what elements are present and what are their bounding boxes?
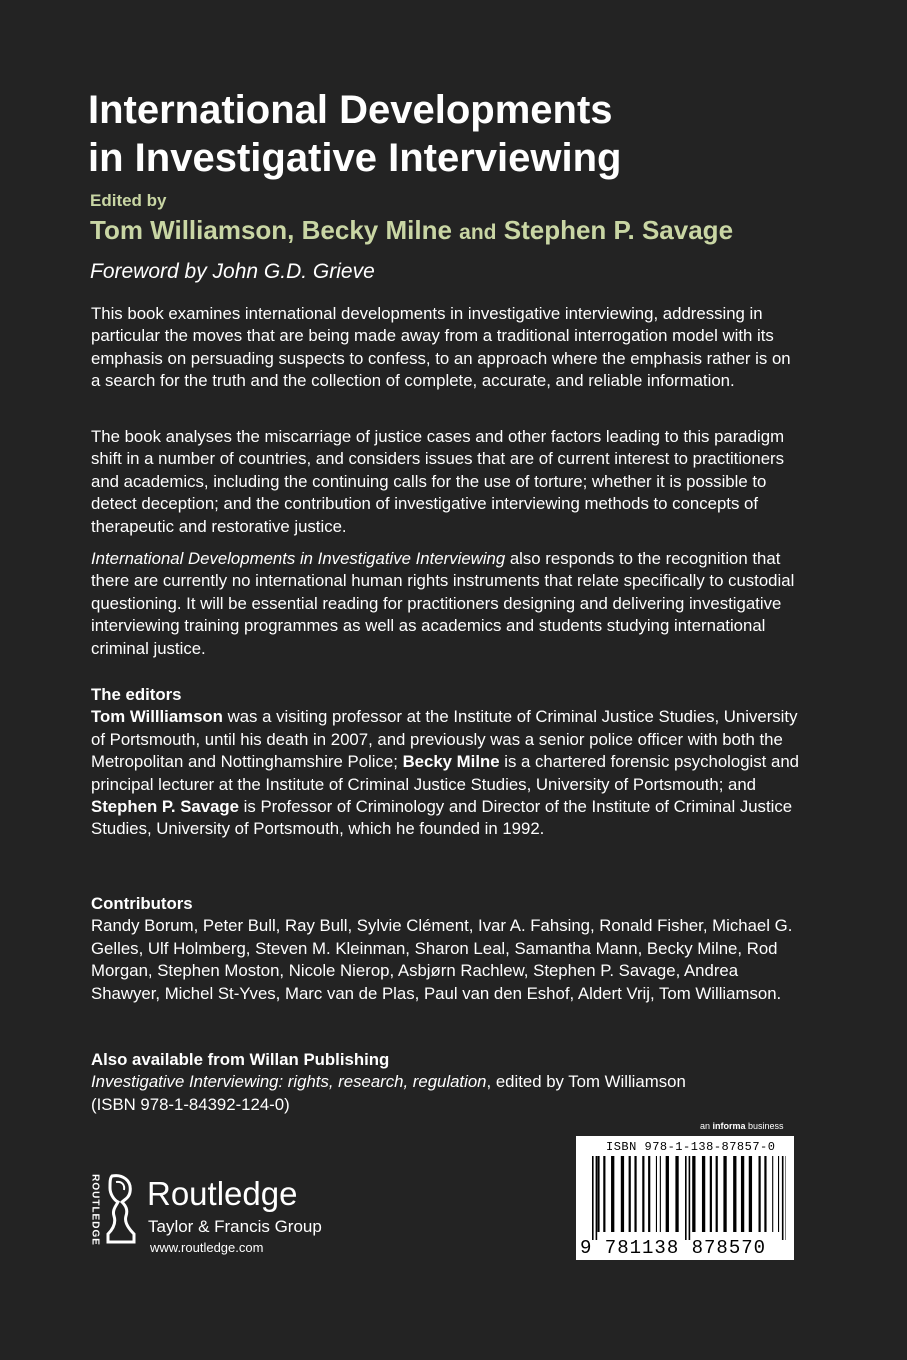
barcode-bar xyxy=(764,1156,766,1232)
isbn-label: ISBN 978-1-138-87857-0 xyxy=(606,1140,776,1154)
publisher-url[interactable]: www.routledge.com xyxy=(150,1240,264,1255)
ean-digits: 9 781138 878570 xyxy=(580,1237,767,1259)
editors-section xyxy=(91,684,801,841)
related-isbn: (ISBN 978-1-84392-124-0) xyxy=(91,1094,290,1114)
related-editor: , edited by Tom Williamson xyxy=(486,1072,686,1092)
barcode-bar xyxy=(675,1156,678,1232)
barcode-bar xyxy=(689,1156,691,1240)
editors-names xyxy=(90,215,733,246)
barcode-bar xyxy=(759,1156,761,1232)
also-available-heading: Also available from Willan Publishing xyxy=(91,1050,390,1069)
book-title xyxy=(88,86,868,182)
barcode-bar xyxy=(634,1156,636,1232)
barcode-bar xyxy=(642,1156,644,1232)
informa-prefix: an xyxy=(700,1121,713,1131)
title-line-2: in Investigative Interviewing xyxy=(88,136,622,180)
blurb-paragraph-1: This book examines international developments in investigative interviewing, addressing in particular the moves that are being made away from a traditional interrogation model with its emphasis on persuading suspects to confess, to an approach where the emphasis rather is on a search for the truth and the collection of complete, accurate, and reliable information. xyxy=(91,304,791,391)
barcode-bar xyxy=(702,1156,705,1232)
barcode-bar xyxy=(596,1156,598,1240)
also-available-section xyxy=(91,1049,801,1116)
barcode-bar xyxy=(656,1156,657,1232)
editor-bio-name-1: Tom Willliamson xyxy=(91,707,223,727)
contributors-heading: Contributors xyxy=(91,894,193,913)
routledge-logo-icon xyxy=(104,1172,136,1244)
barcode-bar xyxy=(597,1156,599,1232)
editors-heading: The editors xyxy=(91,685,182,704)
barcode-bar xyxy=(648,1156,650,1232)
barcode-bar xyxy=(592,1156,594,1240)
contributors-list: Randy Borum, Peter Bull, Ray Bull, Sylvie Clément, Ivar A. Fahsing, Ronald Fisher, Michael G. Gelles, Ulf Holmberg, Steven M. Kleinman, Sharon Leal, Samantha Mann, Becky Milne, Rod Morgan, Stephen Moston, Nicole Nierop, Asbjørn Rachlew, Stephen P. Savage, Andrea Shawyer, Michel St-Yves, Marc van de Plas, Paul van den Eshof, Aldert Vrij, Tom Williamson. xyxy=(91,916,793,1003)
barcode-bar xyxy=(685,1156,687,1240)
barcode-bar xyxy=(666,1156,669,1232)
contributors-section xyxy=(91,893,801,1005)
barcode-bar xyxy=(733,1156,736,1232)
barcode-bars xyxy=(590,1156,786,1240)
barcode-bar xyxy=(723,1156,726,1232)
routledge-vertical-text: ROUTLEDGE xyxy=(89,1174,101,1246)
publisher-name: Routledge xyxy=(147,1175,298,1212)
barcode-bar xyxy=(692,1156,695,1232)
barcode-bar xyxy=(621,1156,624,1232)
book-title-italic: International Developments in Investigative Interviewing xyxy=(91,549,506,568)
related-title: Investigative Interviewing: rights, research, regulation xyxy=(91,1072,487,1092)
barcode-bar xyxy=(749,1156,752,1232)
informa-business-label xyxy=(700,1121,784,1131)
edited-by-label: Edited by xyxy=(90,191,167,210)
blurb-paragraph-2: The book analyses the miscarriage of justice cases and other factors leading to this paradigm shift in a number of countries, and considers issues that are of current interest to practitioners and academics, including the continuing calls for the use of torture; whether it is possible to detect deception; and the contribution of investigative interviewing methods to concepts of therapeutic and restorative justice. xyxy=(91,427,785,536)
editor-bio-text-2: is a chartered forensic psychologist and principal lecturer at the Institute of Criminal Justice Studies, University of Portsmouth; and xyxy=(91,752,800,794)
barcode-bar xyxy=(716,1156,718,1232)
editor-bio-name-3: Stephen P. Savage xyxy=(91,797,239,817)
editor-bio-text-1: was a visiting professor at the Institute of Criminal Justice Studies, University of Portsmouth, until his death in 2007, and previously was a senior police officer with both the Metropolitan and Nottinghamshire Police; xyxy=(91,707,798,772)
barcode-bar xyxy=(629,1156,631,1232)
barcode-bar xyxy=(782,1156,784,1240)
foreword-line: Foreword by John G.D. Grieve xyxy=(90,260,375,283)
informa-word: informa xyxy=(712,1121,746,1131)
barcode-bar xyxy=(611,1156,614,1232)
title-line-1: International Developments xyxy=(88,88,613,132)
barcode-bar xyxy=(660,1156,661,1232)
barcode-bar xyxy=(710,1156,712,1232)
barcode-bar xyxy=(786,1156,787,1240)
editor-bio-name-2: Becky Milne xyxy=(402,752,500,772)
blurb-paragraph-3 xyxy=(91,548,801,660)
editor-names-2: Stephen P. Savage xyxy=(503,215,734,245)
blurb-paragraph-3-text: also responds to the recognition that there are currently no international human rights instruments that relate specifically to custodial questioning. It will be essential reading for practitioners designing and delivering investigative interviewing training programmes as well as academics and students studying international criminal justice. xyxy=(91,549,795,658)
barcode-bar xyxy=(603,1156,605,1232)
publisher-group: Taylor & Francis Group xyxy=(148,1217,322,1236)
informa-suffix: business xyxy=(745,1121,784,1131)
isbn-barcode xyxy=(576,1136,794,1260)
editor-bio-text-3: is Professor of Criminology and Director of the Institute of Criminal Justice Studies, University of Portsmouth, which he founded in 1992. xyxy=(91,797,793,839)
barcode-bar xyxy=(772,1156,773,1232)
editor-names-1: Tom Williamson, Becky Milne xyxy=(90,215,452,245)
barcode-bar xyxy=(741,1156,744,1232)
and-word: and xyxy=(459,221,497,244)
barcode-bar xyxy=(778,1156,779,1232)
